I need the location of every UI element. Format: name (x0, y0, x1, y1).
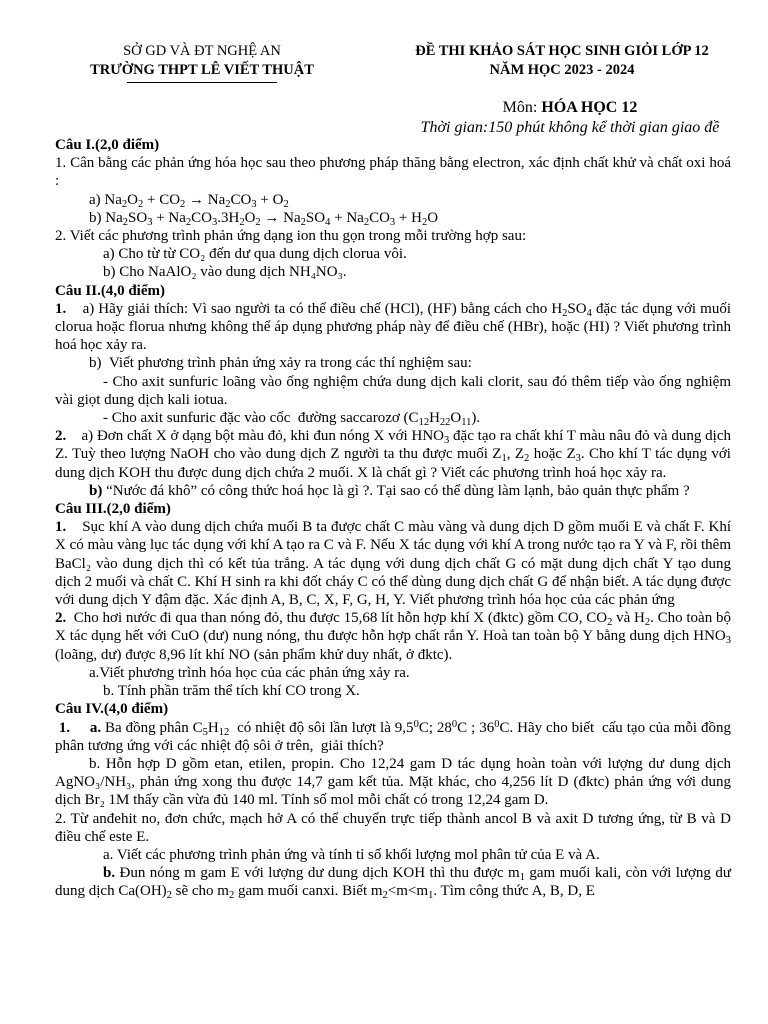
q3-part2b: b. Tính phần trăm thể tích khí CO trong X. (103, 683, 360, 700)
school-name: TRƯỜNG THPT LÊ VIẾT THUẬT (90, 62, 314, 78)
q4-part2b: b. Đun nóng m gam E với lượng dư dung dịch KOH thì thu được $m_1$ gam muối kali, còn với lượng dư dung dịch $Ca(OH)_2$ sẽ cho $m_2$ gam muối canxi. Biết $m_2<m<m_1$. Tìm công thức A, B, D, E (55, 865, 731, 902)
subject-name: HÓA HỌC 12 (541, 99, 638, 116)
subject-line (400, 98, 740, 118)
school-year: NĂM HỌC 2023 - 2024 (489, 62, 635, 78)
section-heading-4: Câu IV.(4,0 điểm) (55, 701, 169, 718)
q4-part2: 2. Từ anđehit no, đơn chức, mạch hở A có thể chuyển trực tiếp thành ancol B và axit D tương ứng, từ B và D điều chế este E. (55, 810, 731, 845)
q3-part2: 2. Cho hơi nước đi qua than nóng đỏ, thu được 15,68 lít hỗn hợp khí X (đktc) gồm CO, $CO_2$ và $H_2$. Cho toàn bộ X tác dụng hết với CuO (dư) nung nóng, thu được hỗn hợp chất rắn Y. Hoà tan toàn bộ Y bằng dung dịch $HNO_3$ (loãng, dư) được 8,96 lít khí NO (sản phẩm khử duy nhất, ở đktc). (55, 610, 731, 663)
q2-part1b-exp1: - Cho axit sunfuric loãng vào ống nghiệm chứa dung dịch kali clorit, sau đó thêm tiếp vào ống nghiệm vài giọt dung dịch kali iotua. (55, 373, 731, 408)
header-underline (127, 82, 277, 83)
q1-eq-a: a) $Na_2O_2 + CO_2 \to Na_2CO_3 + O_2$ (89, 191, 289, 210)
q1-eq-b: b) $Na_2SO_3 + Na_2CO_3.3H_2O_2 \to Na_2SO_4 + Na_2CO_3 + H_2O$ (89, 209, 439, 228)
q2-part1a: 1. a) Hãy giải thích: Vì sao người ta có thể điều chế (HCl), (HF) bằng cách cho $H_2SO_4$ đặc tác dụng với muối clorua hoặc florua nhưng không thể áp dụng phương pháp này để điều chế (HBr), hoặc (HI) ? Viết phương trình hoá học xảy ra. (55, 300, 731, 354)
header-right (372, 42, 752, 80)
header-left (62, 42, 342, 83)
q3-part1: 1. Sục khí A vào dung dịch chứa muối B ta được chất C màu vàng và dung dịch D gồm muối E và chất F. Khí X có màu vàng lục tác dụng với khí A tạo ra C và F. Nếu X tác dụng với khí A trong nước tạo ra Y và F, rồi thêm BaCl₂ vào dung dịch thì có kết tủa trắng. A tác dụng với dung dịch chất G có mặt dung dịch chất Y tạo dung dịch 2 muối và chất C. Khí H sinh ra khi đốt cháy C có thể dùng dung dịch chất G để nhận biết. A tác dụng được với dung dịch Y đậm đặc. Xác định A, B, C, X, F, G, H, Y. Viết phương trình hóa học của các phản ứng (55, 519, 732, 609)
q3-part2a: a.Viết phương trình hóa học của các phản ứng xảy ra. (89, 664, 410, 681)
q2-part2b: b) “Nước đá khô” có công thức hoá học là gì ?. Tại sao có thể dùng làm lạnh, bảo quản thực phẩm ? (89, 482, 690, 499)
q2-part2a: 2. a) Đơn chất X ở dạng bột màu đỏ, khi đun nóng X với $HNO_3$ đặc tạo ra chất khí T màu nâu đỏ và dung dịch Z. Tuỳ theo lượng NaOH cho vào dung dịch Z người ta thu được muối $Z_1$, $Z_2$ hoặc $Z_3$. Cho khí T tác dụng với dung dịch KOH thu được dung dịch chứa 2 muối. X là chất gì ? Viết các phương trình hoá học xảy ra. (55, 428, 731, 481)
q1-part2b: b) Cho NaAlO₂ vào dung dịch NH₄NO₃. (103, 264, 347, 281)
q2-part1b-exp2: - Cho axit sunfuric đặc vào cốc đường saccarozơ $(C_{12}H_{22}O_{11})$. (103, 410, 481, 429)
q1-part2a: a) Cho từ từ CO₂ đến dư qua dung dịch clorua vôi. (103, 246, 407, 263)
q1-part1: 1. Cân bằng các phản ứng hóa học sau theo phương pháp thăng bằng electron, xác định chất khử và chất oxi hoá : (55, 155, 731, 190)
section-heading-3: Câu III.(2,0 điểm) (55, 501, 171, 518)
section-heading-2: Câu II.(4,0 điểm) (55, 282, 166, 299)
subject-label: Môn: (502, 99, 542, 116)
subject-block (400, 98, 740, 138)
q4-part2a: a. Viết các phương trình phản ứng và tính tỉ số khối lượng mol phân tử của E và A. (103, 846, 600, 863)
q2-part1b: b) Viết phương trình phản ứng xảy ra trong các thí nghiệm sau: (89, 355, 472, 372)
exam-title: ĐỀ THI KHẢO SÁT HỌC SINH GIỎI LỚP 12 (415, 43, 709, 59)
time-limit: Thời gian:150 phút không kể thời gian giao đề (420, 119, 720, 136)
q1-part2: 2. Viết các phương trình phản ứng dạng ion thu gọn trong mỗi trường hợp sau: (55, 228, 527, 245)
section-heading-1: Câu I.(2,0 điểm) (55, 137, 160, 153)
exam-body (55, 136, 731, 901)
q3-part1-text: Sục khí A vào dung dịch chứa muối B ta được chất C màu vàng và dung dịch D gồm muối E và chất F. Khí X có màu vàng lục tác dụng với khí A tạo ra C và F. Nếu X tác dụng với khí A trong nước tạo ra Y và F, rồi thêm BaCl₂ vào dung dịch thì có kết tủa trắng. A tác dụng với dung dịch chất G có mặt dung dịch chất Y tạo dung dịch 2 muối và chất C. Khí H sinh ra khi đốt cháy C có thể dùng dung dịch chất G để nhận biết. A tác dụng được với dung dịch Y đậm đặc. Xác định A, B, C, X, F, G, H, Y. Viết phương trình hóa học của các phản ứng (55, 519, 732, 609)
q4-part1a: 1. a. Ba đồng phân $C_5H_{12}$ có nhiệt độ sôi lần lượt là $9,5^0C$; $28^0C$ ; $36^0C$. Hãy cho biết cấu tạo của mỗi đồng phân tương ứng với các nhiệt độ sôi ở trên, giải thích? (55, 718, 732, 754)
q4-part1b: b. Hỗn hợp D gồm etan, etilen, propin. Cho 12,24 gam D tác dụng hoàn toàn với lượng dư dung dịch AgNO₃/NH₃, phản ứng xong thu được 14,7 gam kết tủa. Mặt khác, cho 4,256 lít D (đktc) phản ứng với dung dịch Br₂ 1M thấy cần vừa đủ 140 ml. Tính số mol mỗi chất có trong 12,24 gam D. (55, 755, 731, 809)
department-name: SỞ GD VÀ ĐT NGHỆ AN (123, 43, 281, 59)
